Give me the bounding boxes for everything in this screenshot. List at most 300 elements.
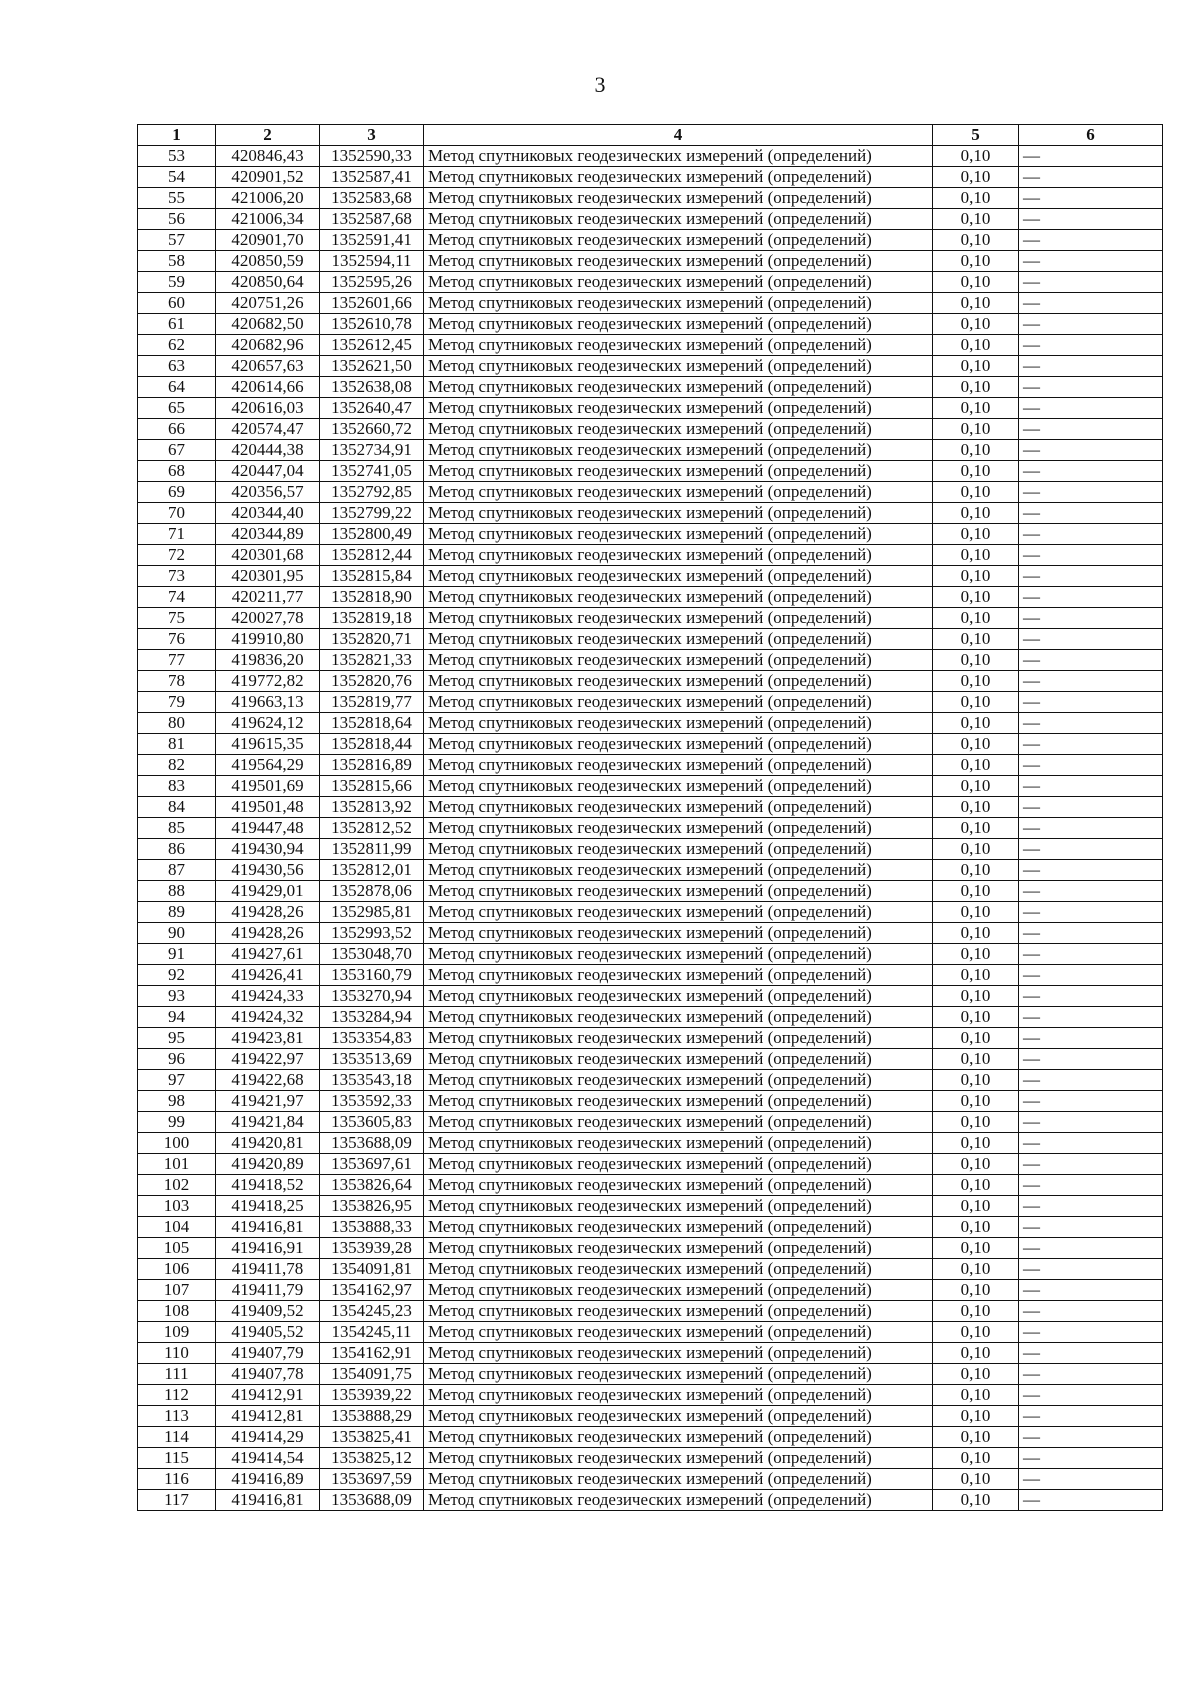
point-number-cell: 64 [138, 377, 216, 398]
y-coordinate-cell: 1354162,97 [320, 1280, 424, 1301]
table-row [138, 881, 1163, 902]
note-cell: — [1019, 776, 1163, 797]
y-coordinate-cell: 1352741,05 [320, 461, 424, 482]
table-header-row [138, 125, 1163, 146]
table-row [138, 545, 1163, 566]
y-coordinate-cell: 1354245,11 [320, 1322, 424, 1343]
y-coordinate-cell: 1352812,01 [320, 860, 424, 881]
note-cell: — [1019, 587, 1163, 608]
note-cell: — [1019, 692, 1163, 713]
accuracy-cell: 0,10 [933, 545, 1019, 566]
accuracy-cell: 0,10 [933, 776, 1019, 797]
y-coordinate-cell: 1353825,12 [320, 1448, 424, 1469]
point-number-cell: 87 [138, 860, 216, 881]
note-cell: — [1019, 923, 1163, 944]
accuracy-cell: 0,10 [933, 209, 1019, 230]
accuracy-cell: 0,10 [933, 398, 1019, 419]
table-row [138, 1133, 1163, 1154]
method-cell: Метод спутниковых геодезических измерений (определений) [424, 608, 933, 629]
accuracy-cell: 0,10 [933, 587, 1019, 608]
y-coordinate-cell: 1354162,91 [320, 1343, 424, 1364]
method-cell: Метод спутниковых геодезических измерений (определений) [424, 1301, 933, 1322]
table-row [138, 1469, 1163, 1490]
y-coordinate-cell: 1353270,94 [320, 986, 424, 1007]
x-coordinate-cell: 419421,97 [216, 1091, 320, 1112]
point-number-cell: 58 [138, 251, 216, 272]
y-coordinate-cell: 1352595,26 [320, 272, 424, 293]
point-number-cell: 99 [138, 1112, 216, 1133]
note-cell: — [1019, 1175, 1163, 1196]
note-cell: — [1019, 839, 1163, 860]
x-coordinate-cell: 419423,81 [216, 1028, 320, 1049]
table-row [138, 1301, 1163, 1322]
y-coordinate-cell: 1352819,18 [320, 608, 424, 629]
method-cell: Метод спутниковых геодезических измерений (определений) [424, 1280, 933, 1301]
method-cell: Метод спутниковых геодезических измерений (определений) [424, 1112, 933, 1133]
note-cell: — [1019, 1280, 1163, 1301]
accuracy-cell: 0,10 [933, 986, 1019, 1007]
accuracy-cell: 0,10 [933, 1448, 1019, 1469]
point-number-cell: 96 [138, 1049, 216, 1070]
table-row [138, 503, 1163, 524]
note-cell: — [1019, 503, 1163, 524]
x-coordinate-cell: 419414,29 [216, 1427, 320, 1448]
table-row [138, 251, 1163, 272]
method-cell: Метод спутниковых геодезических измерений (определений) [424, 818, 933, 839]
y-coordinate-cell: 1352816,89 [320, 755, 424, 776]
note-cell: — [1019, 1238, 1163, 1259]
method-cell: Метод спутниковых геодезических измерений (определений) [424, 146, 933, 167]
point-number-cell: 75 [138, 608, 216, 629]
note-cell: — [1019, 167, 1163, 188]
accuracy-cell: 0,10 [933, 524, 1019, 545]
x-coordinate-cell: 419411,79 [216, 1280, 320, 1301]
note-cell: — [1019, 860, 1163, 881]
point-number-cell: 57 [138, 230, 216, 251]
accuracy-cell: 0,10 [933, 1385, 1019, 1406]
table-row [138, 1448, 1163, 1469]
note-cell: — [1019, 1091, 1163, 1112]
y-coordinate-cell: 1352660,72 [320, 419, 424, 440]
method-cell: Метод спутниковых геодезических измерений (определений) [424, 398, 933, 419]
method-cell: Метод спутниковых геодезических измерений (определений) [424, 839, 933, 860]
x-coordinate-cell: 420574,47 [216, 419, 320, 440]
accuracy-cell: 0,10 [933, 1259, 1019, 1280]
x-coordinate-cell: 419421,84 [216, 1112, 320, 1133]
method-cell: Метод спутниковых геодезических измерений (определений) [424, 440, 933, 461]
accuracy-cell: 0,10 [933, 272, 1019, 293]
point-number-cell: 91 [138, 944, 216, 965]
note-cell: — [1019, 797, 1163, 818]
table-row [138, 167, 1163, 188]
table-row [138, 272, 1163, 293]
table-row [138, 1154, 1163, 1175]
point-number-cell: 70 [138, 503, 216, 524]
note-cell: — [1019, 1196, 1163, 1217]
point-number-cell: 76 [138, 629, 216, 650]
note-cell: — [1019, 293, 1163, 314]
accuracy-cell: 0,10 [933, 167, 1019, 188]
note-cell: — [1019, 902, 1163, 923]
note-cell: — [1019, 566, 1163, 587]
y-coordinate-cell: 1354245,23 [320, 1301, 424, 1322]
header-cell-col-1: 1 [138, 125, 216, 146]
accuracy-cell: 0,10 [933, 1406, 1019, 1427]
accuracy-cell: 0,10 [933, 818, 1019, 839]
method-cell: Метод спутниковых геодезических измерений (определений) [424, 692, 933, 713]
method-cell: Метод спутниковых геодезических измерений (определений) [424, 230, 933, 251]
table-row [138, 650, 1163, 671]
table-row [138, 1175, 1163, 1196]
accuracy-cell: 0,10 [933, 377, 1019, 398]
table-row [138, 461, 1163, 482]
y-coordinate-cell: 1352818,90 [320, 587, 424, 608]
accuracy-cell: 0,10 [933, 1322, 1019, 1343]
method-cell: Метод спутниковых геодезических измерений (определений) [424, 776, 933, 797]
note-cell: — [1019, 251, 1163, 272]
point-number-cell: 112 [138, 1385, 216, 1406]
point-number-cell: 107 [138, 1280, 216, 1301]
point-number-cell: 89 [138, 902, 216, 923]
point-number-cell: 55 [138, 188, 216, 209]
header-cell-col-5: 5 [933, 125, 1019, 146]
table-row [138, 188, 1163, 209]
accuracy-cell: 0,10 [933, 1028, 1019, 1049]
point-number-cell: 111 [138, 1364, 216, 1385]
y-coordinate-cell: 1352812,44 [320, 545, 424, 566]
y-coordinate-cell: 1352612,45 [320, 335, 424, 356]
method-cell: Метод спутниковых геодезических измерений (определений) [424, 356, 933, 377]
note-cell: — [1019, 1217, 1163, 1238]
method-cell: Метод спутниковых геодезических измерений (определений) [424, 1154, 933, 1175]
point-number-cell: 81 [138, 734, 216, 755]
method-cell: Метод спутниковых геодезических измерений (определений) [424, 1448, 933, 1469]
point-number-cell: 117 [138, 1490, 216, 1511]
accuracy-cell: 0,10 [933, 839, 1019, 860]
table-row [138, 713, 1163, 734]
y-coordinate-cell: 1353697,59 [320, 1469, 424, 1490]
note-cell: — [1019, 608, 1163, 629]
accuracy-cell: 0,10 [933, 1091, 1019, 1112]
y-coordinate-cell: 1353160,79 [320, 965, 424, 986]
point-number-cell: 62 [138, 335, 216, 356]
table-row [138, 818, 1163, 839]
method-cell: Метод спутниковых геодезических измерений (определений) [424, 734, 933, 755]
table-row [138, 230, 1163, 251]
accuracy-cell: 0,10 [933, 1070, 1019, 1091]
accuracy-cell: 0,10 [933, 1217, 1019, 1238]
accuracy-cell: 0,10 [933, 713, 1019, 734]
table-row [138, 335, 1163, 356]
x-coordinate-cell: 419420,89 [216, 1154, 320, 1175]
method-cell: Метод спутниковых геодезических измерений (определений) [424, 1091, 933, 1112]
method-cell: Метод спутниковых геодезических измерений (определений) [424, 671, 933, 692]
y-coordinate-cell: 1352587,41 [320, 167, 424, 188]
accuracy-cell: 0,10 [933, 230, 1019, 251]
method-cell: Метод спутниковых геодезических измерений (определений) [424, 1196, 933, 1217]
point-number-cell: 83 [138, 776, 216, 797]
accuracy-cell: 0,10 [933, 608, 1019, 629]
accuracy-cell: 0,10 [933, 734, 1019, 755]
table-row [138, 797, 1163, 818]
point-number-cell: 113 [138, 1406, 216, 1427]
method-cell: Метод спутниковых геодезических измерений (определений) [424, 1133, 933, 1154]
x-coordinate-cell: 419424,32 [216, 1007, 320, 1028]
table-row [138, 1217, 1163, 1238]
note-cell: — [1019, 1469, 1163, 1490]
note-cell: — [1019, 209, 1163, 230]
point-number-cell: 69 [138, 482, 216, 503]
header-cell-col-6: 6 [1019, 125, 1163, 146]
point-number-cell: 95 [138, 1028, 216, 1049]
y-coordinate-cell: 1353697,61 [320, 1154, 424, 1175]
table-row [138, 1238, 1163, 1259]
header-cell-col-4: 4 [424, 125, 933, 146]
x-coordinate-cell: 419416,81 [216, 1490, 320, 1511]
x-coordinate-cell: 420301,95 [216, 566, 320, 587]
x-coordinate-cell: 419416,81 [216, 1217, 320, 1238]
x-coordinate-cell: 419615,35 [216, 734, 320, 755]
x-coordinate-cell: 419428,26 [216, 923, 320, 944]
y-coordinate-cell: 1352590,33 [320, 146, 424, 167]
table-row [138, 1490, 1163, 1511]
point-number-cell: 56 [138, 209, 216, 230]
point-number-cell: 105 [138, 1238, 216, 1259]
table-row [138, 1070, 1163, 1091]
x-coordinate-cell: 419663,13 [216, 692, 320, 713]
y-coordinate-cell: 1353939,22 [320, 1385, 424, 1406]
method-cell: Метод спутниковых геодезических измерений (определений) [424, 1406, 933, 1427]
method-cell: Метод спутниковых геодезических измерений (определений) [424, 1217, 933, 1238]
x-coordinate-cell: 419430,56 [216, 860, 320, 881]
note-cell: — [1019, 1112, 1163, 1133]
accuracy-cell: 0,10 [933, 293, 1019, 314]
table-row [138, 839, 1163, 860]
note-cell: — [1019, 1427, 1163, 1448]
point-number-cell: 71 [138, 524, 216, 545]
method-cell: Метод спутниковых геодезических измерений (определений) [424, 650, 933, 671]
y-coordinate-cell: 1352621,50 [320, 356, 424, 377]
note-cell: — [1019, 818, 1163, 839]
note-cell: — [1019, 188, 1163, 209]
point-number-cell: 54 [138, 167, 216, 188]
header-cell-col-2: 2 [216, 125, 320, 146]
table-row [138, 1406, 1163, 1427]
table-row [138, 1091, 1163, 1112]
x-coordinate-cell: 419624,12 [216, 713, 320, 734]
table-row [138, 671, 1163, 692]
table-row [138, 1028, 1163, 1049]
point-number-cell: 86 [138, 839, 216, 860]
note-cell: — [1019, 377, 1163, 398]
accuracy-cell: 0,10 [933, 1301, 1019, 1322]
note-cell: — [1019, 314, 1163, 335]
y-coordinate-cell: 1352993,52 [320, 923, 424, 944]
x-coordinate-cell: 420682,50 [216, 314, 320, 335]
method-cell: Метод спутниковых геодезических измерений (определений) [424, 1427, 933, 1448]
accuracy-cell: 0,10 [933, 251, 1019, 272]
table-row [138, 629, 1163, 650]
y-coordinate-cell: 1354091,81 [320, 1259, 424, 1280]
accuracy-cell: 0,10 [933, 1196, 1019, 1217]
table-row [138, 1322, 1163, 1343]
note-cell: — [1019, 881, 1163, 902]
method-cell: Метод спутниковых геодезических измерений (определений) [424, 566, 933, 587]
method-cell: Метод спутниковых геодезических измерений (определений) [424, 314, 933, 335]
method-cell: Метод спутниковых геодезических измерений (определений) [424, 167, 933, 188]
table-row [138, 587, 1163, 608]
accuracy-cell: 0,10 [933, 1490, 1019, 1511]
accuracy-cell: 0,10 [933, 797, 1019, 818]
point-number-cell: 74 [138, 587, 216, 608]
point-number-cell: 68 [138, 461, 216, 482]
point-number-cell: 67 [138, 440, 216, 461]
point-number-cell: 61 [138, 314, 216, 335]
y-coordinate-cell: 1352985,81 [320, 902, 424, 923]
x-coordinate-cell: 420850,59 [216, 251, 320, 272]
method-cell: Метод спутниковых геодезических измерений (определений) [424, 923, 933, 944]
x-coordinate-cell: 421006,34 [216, 209, 320, 230]
header-cell-col-3: 3 [320, 125, 424, 146]
accuracy-cell: 0,10 [933, 944, 1019, 965]
y-coordinate-cell: 1352587,68 [320, 209, 424, 230]
coordinates-table [137, 124, 1163, 1511]
point-number-cell: 102 [138, 1175, 216, 1196]
accuracy-cell: 0,10 [933, 755, 1019, 776]
point-number-cell: 90 [138, 923, 216, 944]
note-cell: — [1019, 524, 1163, 545]
x-coordinate-cell: 419501,69 [216, 776, 320, 797]
y-coordinate-cell: 1353513,69 [320, 1049, 424, 1070]
y-coordinate-cell: 1354091,75 [320, 1364, 424, 1385]
y-coordinate-cell: 1353826,95 [320, 1196, 424, 1217]
x-coordinate-cell: 419447,48 [216, 818, 320, 839]
point-number-cell: 109 [138, 1322, 216, 1343]
note-cell: — [1019, 1070, 1163, 1091]
method-cell: Метод спутниковых геодезических измерений (определений) [424, 1238, 933, 1259]
x-coordinate-cell: 419407,78 [216, 1364, 320, 1385]
note-cell: — [1019, 1448, 1163, 1469]
y-coordinate-cell: 1352800,49 [320, 524, 424, 545]
x-coordinate-cell: 419910,80 [216, 629, 320, 650]
method-cell: Метод спутниковых геодезических измерений (определений) [424, 1007, 933, 1028]
y-coordinate-cell: 1352820,76 [320, 671, 424, 692]
method-cell: Метод спутниковых геодезических измерений (определений) [424, 188, 933, 209]
x-coordinate-cell: 420301,68 [216, 545, 320, 566]
accuracy-cell: 0,10 [933, 314, 1019, 335]
method-cell: Метод спутниковых геодезических измерений (определений) [424, 965, 933, 986]
method-cell: Метод спутниковых геодезических измерений (определений) [424, 251, 933, 272]
accuracy-cell: 0,10 [933, 923, 1019, 944]
x-coordinate-cell: 419412,91 [216, 1385, 320, 1406]
point-number-cell: 66 [138, 419, 216, 440]
point-number-cell: 53 [138, 146, 216, 167]
table-row [138, 923, 1163, 944]
x-coordinate-cell: 419836,20 [216, 650, 320, 671]
method-cell: Метод спутниковых геодезических измерений (определений) [424, 860, 933, 881]
point-number-cell: 79 [138, 692, 216, 713]
point-number-cell: 85 [138, 818, 216, 839]
note-cell: — [1019, 1343, 1163, 1364]
accuracy-cell: 0,10 [933, 1049, 1019, 1070]
accuracy-cell: 0,10 [933, 1364, 1019, 1385]
note-cell: — [1019, 419, 1163, 440]
table-row [138, 1343, 1163, 1364]
y-coordinate-cell: 1352820,71 [320, 629, 424, 650]
table-row [138, 1196, 1163, 1217]
note-cell: — [1019, 356, 1163, 377]
note-cell: — [1019, 713, 1163, 734]
accuracy-cell: 0,10 [933, 566, 1019, 587]
table-row [138, 209, 1163, 230]
accuracy-cell: 0,10 [933, 965, 1019, 986]
accuracy-cell: 0,10 [933, 1007, 1019, 1028]
note-cell: — [1019, 1049, 1163, 1070]
x-coordinate-cell: 420846,43 [216, 146, 320, 167]
y-coordinate-cell: 1353543,18 [320, 1070, 424, 1091]
note-cell: — [1019, 1301, 1163, 1322]
method-cell: Метод спутниковых геодезических измерений (определений) [424, 272, 933, 293]
x-coordinate-cell: 421006,20 [216, 188, 320, 209]
accuracy-cell: 0,10 [933, 1469, 1019, 1490]
note-cell: — [1019, 1364, 1163, 1385]
y-coordinate-cell: 1352734,91 [320, 440, 424, 461]
table-row [138, 293, 1163, 314]
accuracy-cell: 0,10 [933, 629, 1019, 650]
x-coordinate-cell: 419422,68 [216, 1070, 320, 1091]
table-body [138, 146, 1163, 1511]
y-coordinate-cell: 1352812,52 [320, 818, 424, 839]
y-coordinate-cell: 1353048,70 [320, 944, 424, 965]
accuracy-cell: 0,10 [933, 1175, 1019, 1196]
point-number-cell: 103 [138, 1196, 216, 1217]
x-coordinate-cell: 419412,81 [216, 1406, 320, 1427]
table-row [138, 146, 1163, 167]
method-cell: Метод спутниковых геодезических измерений (определений) [424, 1049, 933, 1070]
y-coordinate-cell: 1353354,83 [320, 1028, 424, 1049]
method-cell: Метод спутниковых геодезических измерений (определений) [424, 419, 933, 440]
x-coordinate-cell: 420616,03 [216, 398, 320, 419]
method-cell: Метод спутниковых геодезических измерений (определений) [424, 461, 933, 482]
table-row [138, 755, 1163, 776]
point-number-cell: 65 [138, 398, 216, 419]
note-cell: — [1019, 734, 1163, 755]
table-row [138, 482, 1163, 503]
y-coordinate-cell: 1353605,83 [320, 1112, 424, 1133]
table-row [138, 377, 1163, 398]
method-cell: Метод спутниковых геодезических измерений (определений) [424, 881, 933, 902]
point-number-cell: 80 [138, 713, 216, 734]
y-coordinate-cell: 1352821,33 [320, 650, 424, 671]
point-number-cell: 101 [138, 1154, 216, 1175]
note-cell: — [1019, 272, 1163, 293]
point-number-cell: 94 [138, 1007, 216, 1028]
accuracy-cell: 0,10 [933, 1112, 1019, 1133]
method-cell: Метод спутниковых геодезических измерений (определений) [424, 1028, 933, 1049]
x-coordinate-cell: 419414,54 [216, 1448, 320, 1469]
x-coordinate-cell: 419418,52 [216, 1175, 320, 1196]
y-coordinate-cell: 1352811,99 [320, 839, 424, 860]
method-cell: Метод спутниковых геодезических измерений (определений) [424, 986, 933, 1007]
table-row [138, 314, 1163, 335]
accuracy-cell: 0,10 [933, 1238, 1019, 1259]
y-coordinate-cell: 1352818,44 [320, 734, 424, 755]
point-number-cell: 60 [138, 293, 216, 314]
table-row [138, 1007, 1163, 1028]
method-cell: Метод спутниковых геодезических измерений (определений) [424, 1175, 933, 1196]
table-row [138, 356, 1163, 377]
table-row [138, 1112, 1163, 1133]
